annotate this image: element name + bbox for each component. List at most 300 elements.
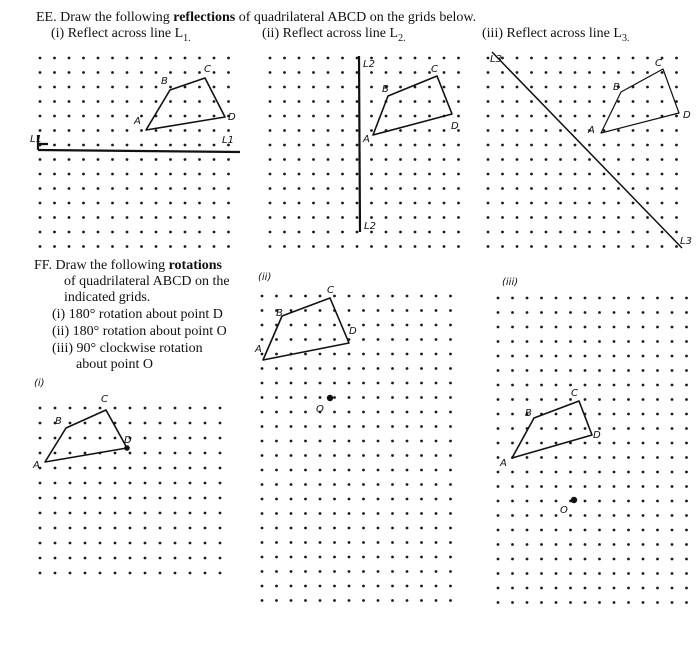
grid-dot <box>213 202 216 205</box>
grid-dot <box>555 384 558 387</box>
grid-dot <box>443 158 446 161</box>
grid-dot <box>140 158 143 161</box>
grid-dot <box>540 558 543 561</box>
grid-dot <box>111 100 114 103</box>
grid-dot <box>219 482 222 485</box>
grid-dot <box>642 413 645 416</box>
grid-dot <box>213 129 216 132</box>
grid-dot <box>385 71 388 74</box>
grid-dot <box>406 309 409 312</box>
grid-dot <box>559 187 562 190</box>
grid-dot <box>99 557 102 560</box>
grid-dot <box>198 144 201 147</box>
grid-dot <box>290 469 293 472</box>
label-l2-top: L2 <box>363 59 375 70</box>
grid-dot <box>555 398 558 401</box>
grid-dot <box>584 558 587 561</box>
grid-dot <box>283 216 286 219</box>
grid-dot <box>435 570 438 573</box>
grid-dot <box>627 413 630 416</box>
grid-dot <box>656 326 659 329</box>
grid-dot <box>348 599 351 602</box>
grid-dot <box>111 129 114 132</box>
grid-dot <box>261 338 264 341</box>
grid-dot <box>341 57 344 60</box>
grid-dot <box>627 601 630 604</box>
grid-dot <box>617 173 620 176</box>
grid-dot <box>497 601 500 604</box>
label-a: A <box>363 134 370 145</box>
grid-dot <box>99 482 102 485</box>
grid-dot <box>189 437 192 440</box>
grid-dot <box>632 187 635 190</box>
grid-dot <box>54 497 57 500</box>
grid-dot <box>656 587 659 590</box>
grid-dot <box>391 309 394 312</box>
grid-dot <box>661 216 664 219</box>
grid-dot <box>312 57 315 60</box>
grid-dot <box>399 71 402 74</box>
grid-dot <box>159 437 162 440</box>
grid-dot <box>569 413 572 416</box>
grid-dot <box>304 527 307 530</box>
grid-dot <box>511 500 514 503</box>
grid-dot <box>204 557 207 560</box>
grid-dot <box>377 556 380 559</box>
grid-dot <box>588 245 591 248</box>
grid-dot <box>174 557 177 560</box>
grid-dot <box>526 369 529 372</box>
grid-dot <box>555 311 558 314</box>
grid-dot <box>627 427 630 430</box>
grid-dot <box>671 514 674 517</box>
grid-dot <box>362 454 365 457</box>
grid-dot <box>69 542 72 545</box>
grid-dot <box>545 129 548 132</box>
grid-dot <box>646 245 649 248</box>
grid-dot <box>671 326 674 329</box>
grid-dot <box>457 71 460 74</box>
grid-dot <box>540 340 543 343</box>
grid-dot <box>675 231 678 234</box>
grid-dot <box>312 231 315 234</box>
grid-dot <box>69 557 72 560</box>
grid-dot <box>540 587 543 590</box>
grid-dot <box>169 100 172 103</box>
grid-dot <box>685 398 688 401</box>
line-l1 <box>38 150 240 152</box>
grid-dot <box>213 71 216 74</box>
grid-dot <box>588 231 591 234</box>
grid-dot <box>399 115 402 118</box>
grid-dot <box>671 543 674 546</box>
grid-dot <box>656 485 659 488</box>
grid-dot <box>526 355 529 358</box>
grid-dot <box>312 245 315 248</box>
grid-dot <box>414 115 417 118</box>
grid-dot <box>603 71 606 74</box>
label-a: A <box>134 116 141 127</box>
grid-dot <box>356 115 359 118</box>
grid-dot <box>511 485 514 488</box>
grid-dot <box>656 427 659 430</box>
grid-dot <box>530 144 533 147</box>
grid-dot <box>275 585 278 588</box>
grid-dot <box>435 469 438 472</box>
grid-dot <box>516 115 519 118</box>
grid-dot <box>53 216 56 219</box>
grid-dot <box>511 369 514 372</box>
grid-dot <box>540 384 543 387</box>
grid-dot <box>362 353 365 356</box>
grid-dot <box>661 144 664 147</box>
grid-dot <box>530 173 533 176</box>
grid-dot <box>588 115 591 118</box>
grid-dot <box>555 572 558 575</box>
grid-dot <box>555 587 558 590</box>
grid-dot <box>174 572 177 575</box>
grid-dot <box>319 425 322 428</box>
grid-dot <box>449 367 452 370</box>
grid-dot <box>656 398 659 401</box>
grid-dot <box>155 173 158 176</box>
grid-dot <box>298 158 301 161</box>
grid-dot <box>174 497 177 500</box>
quad-abcd <box>512 401 592 458</box>
grid-dot <box>126 231 129 234</box>
grid-dot <box>559 216 562 219</box>
grid-dot <box>144 512 147 515</box>
grid-dot <box>530 100 533 103</box>
grid-dot <box>275 469 278 472</box>
grid-dot <box>304 396 307 399</box>
grid-dot <box>204 512 207 515</box>
grid-dot <box>114 557 117 560</box>
grid-dot <box>377 324 380 327</box>
grid-dot <box>219 572 222 575</box>
grid-dot <box>574 86 577 89</box>
grid-dot <box>574 173 577 176</box>
grid-dot <box>97 100 100 103</box>
grid-dot <box>53 144 56 147</box>
grid-dot <box>219 407 222 410</box>
grid-dot <box>420 469 423 472</box>
grid-dot <box>129 542 132 545</box>
grid-dot <box>377 367 380 370</box>
grid-dot <box>391 498 394 501</box>
grid-dot <box>540 355 543 358</box>
grid-dot <box>356 144 359 147</box>
grid-dot <box>348 295 351 298</box>
grid-dot <box>501 86 504 89</box>
grid-dot <box>656 355 659 358</box>
grid-dot <box>269 144 272 147</box>
grid-dot <box>189 482 192 485</box>
grid-dot <box>111 57 114 60</box>
grid-dot <box>613 500 616 503</box>
grid-dot <box>449 498 452 501</box>
grid-dot <box>54 437 57 440</box>
grid-dot <box>261 440 264 443</box>
grid-dot <box>603 86 606 89</box>
grid-dot <box>144 407 147 410</box>
grid-dot <box>341 202 344 205</box>
grid-dot <box>377 469 380 472</box>
grid-dot <box>377 411 380 414</box>
grid-dot <box>84 572 87 575</box>
grid-dot <box>530 202 533 205</box>
grid-dot <box>598 500 601 503</box>
grid-dot <box>304 454 307 457</box>
grid-dot <box>84 497 87 500</box>
grid-dot <box>449 411 452 414</box>
grid-dot <box>511 355 514 358</box>
grid-dot <box>333 396 336 399</box>
grid-dot <box>312 144 315 147</box>
grid-dot <box>68 129 71 132</box>
grid-dot <box>598 384 601 387</box>
grid-dot <box>144 572 147 575</box>
grid-dot <box>656 384 659 387</box>
grid-dot <box>144 452 147 455</box>
grid-dot <box>129 497 132 500</box>
grid-dot <box>39 115 42 118</box>
grid-dot <box>627 529 630 532</box>
grid-dot <box>261 309 264 312</box>
grid-dot <box>184 71 187 74</box>
grid-dot <box>632 57 635 60</box>
grid-dot <box>642 340 645 343</box>
grid-dot <box>82 245 85 248</box>
grid-dot <box>497 572 500 575</box>
grid-dot <box>627 485 630 488</box>
grid-dot <box>261 411 264 414</box>
grid-dot <box>283 173 286 176</box>
grid-dot <box>69 407 72 410</box>
grid-dot <box>457 100 460 103</box>
grid-dot <box>370 100 373 103</box>
grid-dot <box>312 115 315 118</box>
grid-dot <box>53 202 56 205</box>
grid-dot <box>283 129 286 132</box>
grid-dot <box>406 599 409 602</box>
grid-dot <box>598 369 601 372</box>
grid-dot <box>406 498 409 501</box>
label-a: A <box>500 458 507 469</box>
grid-dot <box>516 144 519 147</box>
grid-dot <box>443 129 446 132</box>
grid-dot <box>526 456 529 459</box>
grid-dot <box>327 231 330 234</box>
grid-dot <box>642 529 645 532</box>
grid-dot <box>598 326 601 329</box>
grid-dot <box>530 231 533 234</box>
grid-dot <box>84 467 87 470</box>
grid-dot <box>304 585 307 588</box>
grid-dot <box>613 369 616 372</box>
grid-dot <box>569 456 572 459</box>
grid-dot <box>290 367 293 370</box>
grid-dot <box>69 422 72 425</box>
grid-dot <box>497 398 500 401</box>
grid-dot <box>569 485 572 488</box>
grid-dot <box>685 326 688 329</box>
grid-dot <box>140 187 143 190</box>
grid-dot <box>588 144 591 147</box>
grid-dot <box>511 471 514 474</box>
grid-dot <box>569 558 572 561</box>
grid-dot <box>414 231 417 234</box>
grid-dot <box>114 407 117 410</box>
grid-dot <box>144 437 147 440</box>
grid-dot <box>53 173 56 176</box>
ee-sub-iii: (iii) Reflect across line $L_{3.}$ <box>482 26 630 44</box>
grid-dot <box>362 411 365 414</box>
grid-dot <box>348 541 351 544</box>
grid-dot <box>269 245 272 248</box>
grid-dot <box>603 173 606 176</box>
grid-dot <box>656 543 659 546</box>
grid-dot <box>129 512 132 515</box>
grid-dot <box>189 422 192 425</box>
grid-dot <box>97 71 100 74</box>
grid-dot <box>603 231 606 234</box>
grid-dot <box>53 86 56 89</box>
grid-dot <box>377 295 380 298</box>
grid-dot <box>97 115 100 118</box>
grid-dot <box>487 144 490 147</box>
grid-dot <box>391 483 394 486</box>
grid-dot <box>84 422 87 425</box>
grid-dot <box>213 100 216 103</box>
grid-dot <box>327 173 330 176</box>
grid-dot <box>68 57 71 60</box>
grid-dot <box>642 427 645 430</box>
grid-dot <box>290 541 293 544</box>
grid-dot <box>39 173 42 176</box>
grid-dot <box>443 187 446 190</box>
grid-dot <box>155 202 158 205</box>
grid-dot <box>140 57 143 60</box>
grid-dot <box>555 558 558 561</box>
grid-dot <box>406 382 409 385</box>
grid-dot <box>348 353 351 356</box>
grid-dot <box>497 384 500 387</box>
grid-dot <box>457 216 460 219</box>
grid-dot <box>362 512 365 515</box>
grid-dot <box>327 158 330 161</box>
grid-dot <box>126 202 129 205</box>
grid-dot <box>184 202 187 205</box>
grid-dot <box>155 187 158 190</box>
grid-dot <box>204 527 207 530</box>
grid-dot <box>275 425 278 428</box>
grid-dot <box>420 527 423 530</box>
grid-dot <box>204 407 207 410</box>
grid-dot <box>319 440 322 443</box>
grid-dot <box>391 396 394 399</box>
grid-dot <box>261 556 264 559</box>
grid-dot <box>290 295 293 298</box>
ff-item-iii: (iii) 90° clockwise rotation <box>52 341 203 356</box>
grid-dot <box>632 231 635 234</box>
grid-dot <box>511 384 514 387</box>
grid-dot <box>627 558 630 561</box>
grid-dot <box>511 413 514 416</box>
grid-dot <box>213 158 216 161</box>
grid-dot <box>370 245 373 248</box>
grid-dot <box>497 340 500 343</box>
label-b: B <box>382 84 389 95</box>
grid-dot <box>457 173 460 176</box>
grid-dot <box>159 557 162 560</box>
grid-dot <box>184 100 187 103</box>
grid-dot <box>319 469 322 472</box>
grid-dot <box>290 411 293 414</box>
grid-dot <box>526 384 529 387</box>
grid-dot <box>169 187 172 190</box>
grid-dot <box>39 437 42 440</box>
grid-dot <box>184 245 187 248</box>
grid-dot <box>457 187 460 190</box>
grid-dot <box>555 471 558 474</box>
grid-dot <box>632 129 635 132</box>
grid-dot <box>97 86 100 89</box>
grid-dot <box>646 115 649 118</box>
grid-dot <box>685 471 688 474</box>
grid-dot <box>275 382 278 385</box>
grid-dot <box>204 452 207 455</box>
grid-dot <box>140 71 143 74</box>
grid-dot <box>457 144 460 147</box>
grid-dot <box>213 216 216 219</box>
grid-dot <box>449 556 452 559</box>
label-o: O <box>560 505 568 516</box>
grid-dot <box>420 483 423 486</box>
grid-dot <box>114 572 117 575</box>
grid-dot <box>685 311 688 314</box>
grid-dot <box>275 527 278 530</box>
grid-dot <box>298 231 301 234</box>
grid-dot <box>319 599 322 602</box>
grid-dot <box>559 71 562 74</box>
grid-dot <box>174 422 177 425</box>
grid-dot <box>204 422 207 425</box>
grid-dot <box>627 369 630 372</box>
grid-dot <box>661 71 664 74</box>
grid-dot <box>414 216 417 219</box>
grid-dot <box>399 144 402 147</box>
grid-dot <box>613 442 616 445</box>
grid-dot <box>642 558 645 561</box>
grid-dot <box>584 587 587 590</box>
grid-dot <box>598 485 601 488</box>
grid-ff-iii <box>497 297 688 604</box>
grid-dot <box>174 482 177 485</box>
grid-dot <box>261 382 264 385</box>
quad-abcd <box>601 69 679 133</box>
grid-dot <box>39 407 42 410</box>
grid-dot <box>304 425 307 428</box>
grid-dot <box>333 585 336 588</box>
grid-dot <box>219 527 222 530</box>
grid-dot <box>428 187 431 190</box>
grid-dot <box>685 369 688 372</box>
grid-dot <box>598 355 601 358</box>
grid-dot <box>526 326 529 329</box>
grid-dot <box>198 71 201 74</box>
grid-dot <box>545 86 548 89</box>
